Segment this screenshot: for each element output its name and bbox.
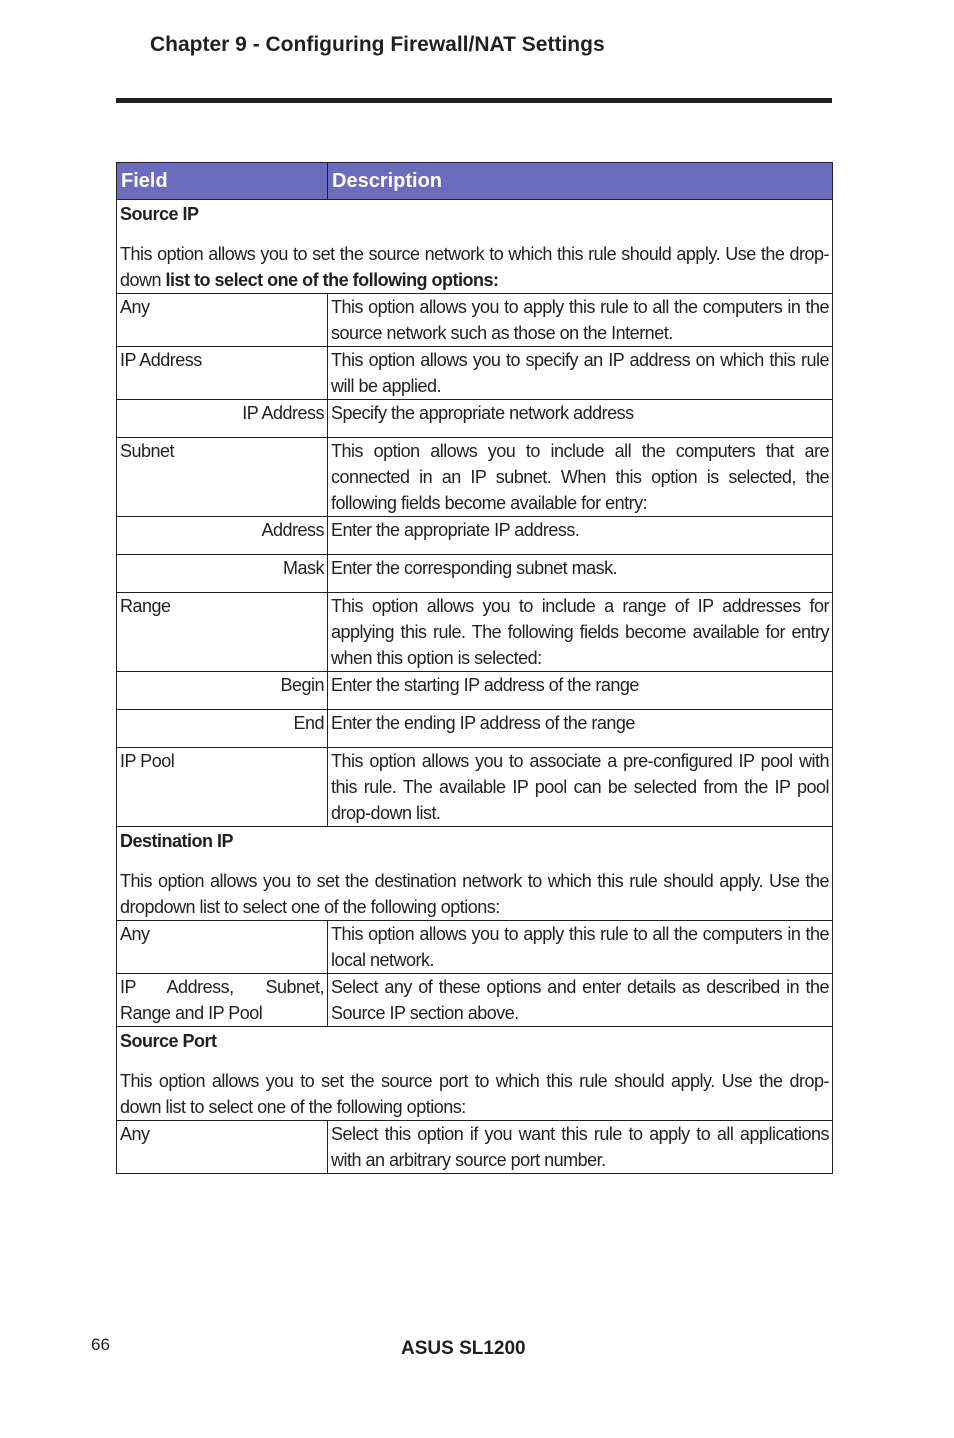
description-cell: Enter the ending IP address of the range [328, 710, 833, 748]
section-title: Destination IP [120, 831, 234, 851]
section-row-source-ip [117, 200, 833, 294]
field-cell: Any [117, 1121, 328, 1174]
table-row [117, 555, 833, 593]
firewall-field-table [116, 162, 833, 1174]
description-cell: Select this option if you want this rule to apply to all applications with an arbitrary source port number. [328, 1121, 833, 1174]
field-cell: Range [117, 593, 328, 672]
field-cell: End [117, 710, 328, 748]
section-title: Source IP [120, 204, 199, 224]
table-row [117, 748, 833, 827]
field-cell: Address [117, 517, 328, 555]
table-row [117, 438, 833, 517]
section-title: Source Port [120, 1031, 217, 1051]
table-row [117, 517, 833, 555]
table-row [117, 593, 833, 672]
section-description-bold: list to select one of the following options: [165, 270, 499, 290]
description-cell: Enter the appropriate IP address. [328, 517, 833, 555]
description-cell: This option allows you to include a range of IP addresses for applying this rule. The following fields become available for entry when this option is selected: [328, 593, 833, 672]
description-cell: This option allows you to associate a pre-configured IP pool with this rule. The available IP pool can be selected from the IP pool drop-down list. [328, 748, 833, 827]
section-description [120, 241, 829, 293]
table-row [117, 1121, 833, 1174]
section-cell [117, 827, 833, 921]
section-description-text: This option allows you to set the source network to which this rule should apply. Use the drop-down [120, 244, 829, 290]
section-row-source-port [117, 1027, 833, 1121]
field-cell: IP Address, Subnet, Range and IP Pool [117, 974, 328, 1027]
field-cell: Any [117, 294, 328, 347]
description-cell: Enter the starting IP address of the range [328, 672, 833, 710]
field-cell: Any [117, 921, 328, 974]
section-row-destination-ip [117, 827, 833, 921]
chapter-title: Chapter 9 - Configuring Firewall/NAT Settings [150, 33, 605, 56]
table-row [117, 672, 833, 710]
description-cell: Specify the appropriate network address [328, 400, 833, 438]
field-cell: IP Address [117, 347, 328, 400]
table-row [117, 347, 833, 400]
section-cell [117, 200, 833, 294]
table-row [117, 400, 833, 438]
header-rule [116, 98, 832, 103]
field-cell: IP Address [117, 400, 328, 438]
field-cell: Begin [117, 672, 328, 710]
description-cell: Select any of these options and enter details as described in the Source IP section above. [328, 974, 833, 1027]
field-cell: IP Pool [117, 748, 328, 827]
table-row [117, 294, 833, 347]
table-row [117, 921, 833, 974]
field-cell: Subnet [117, 438, 328, 517]
column-header-description: Description [328, 163, 833, 200]
table-row [117, 710, 833, 748]
field-cell: Mask [117, 555, 328, 593]
page-number: 66 [91, 1335, 110, 1354]
description-cell: This option allows you to specify an IP address on which this rule will be applied. [328, 347, 833, 400]
column-header-field: Field [117, 163, 328, 200]
section-cell [117, 1027, 833, 1121]
description-cell: This option allows you to include all the computers that are connected in an IP subnet. When this option is selected, the following fields become available for entry: [328, 438, 833, 517]
section-description: This option allows you to set the destination network to which this rule should apply. Use the dropdown list to select one of the following options: [120, 871, 829, 917]
table-header-row [117, 163, 833, 200]
description-cell: This option allows you to apply this rule to all the computers in the local network. [328, 921, 833, 974]
section-description: This option allows you to set the source port to which this rule should apply. Use the drop-down list to select one of the following options: [120, 1071, 829, 1117]
footer-product-name: ASUS SL1200 [401, 1338, 526, 1359]
description-cell: Enter the corresponding subnet mask. [328, 555, 833, 593]
description-cell: This option allows you to apply this rule to all the computers in the source network such as those on the Internet. [328, 294, 833, 347]
table-row [117, 974, 833, 1027]
